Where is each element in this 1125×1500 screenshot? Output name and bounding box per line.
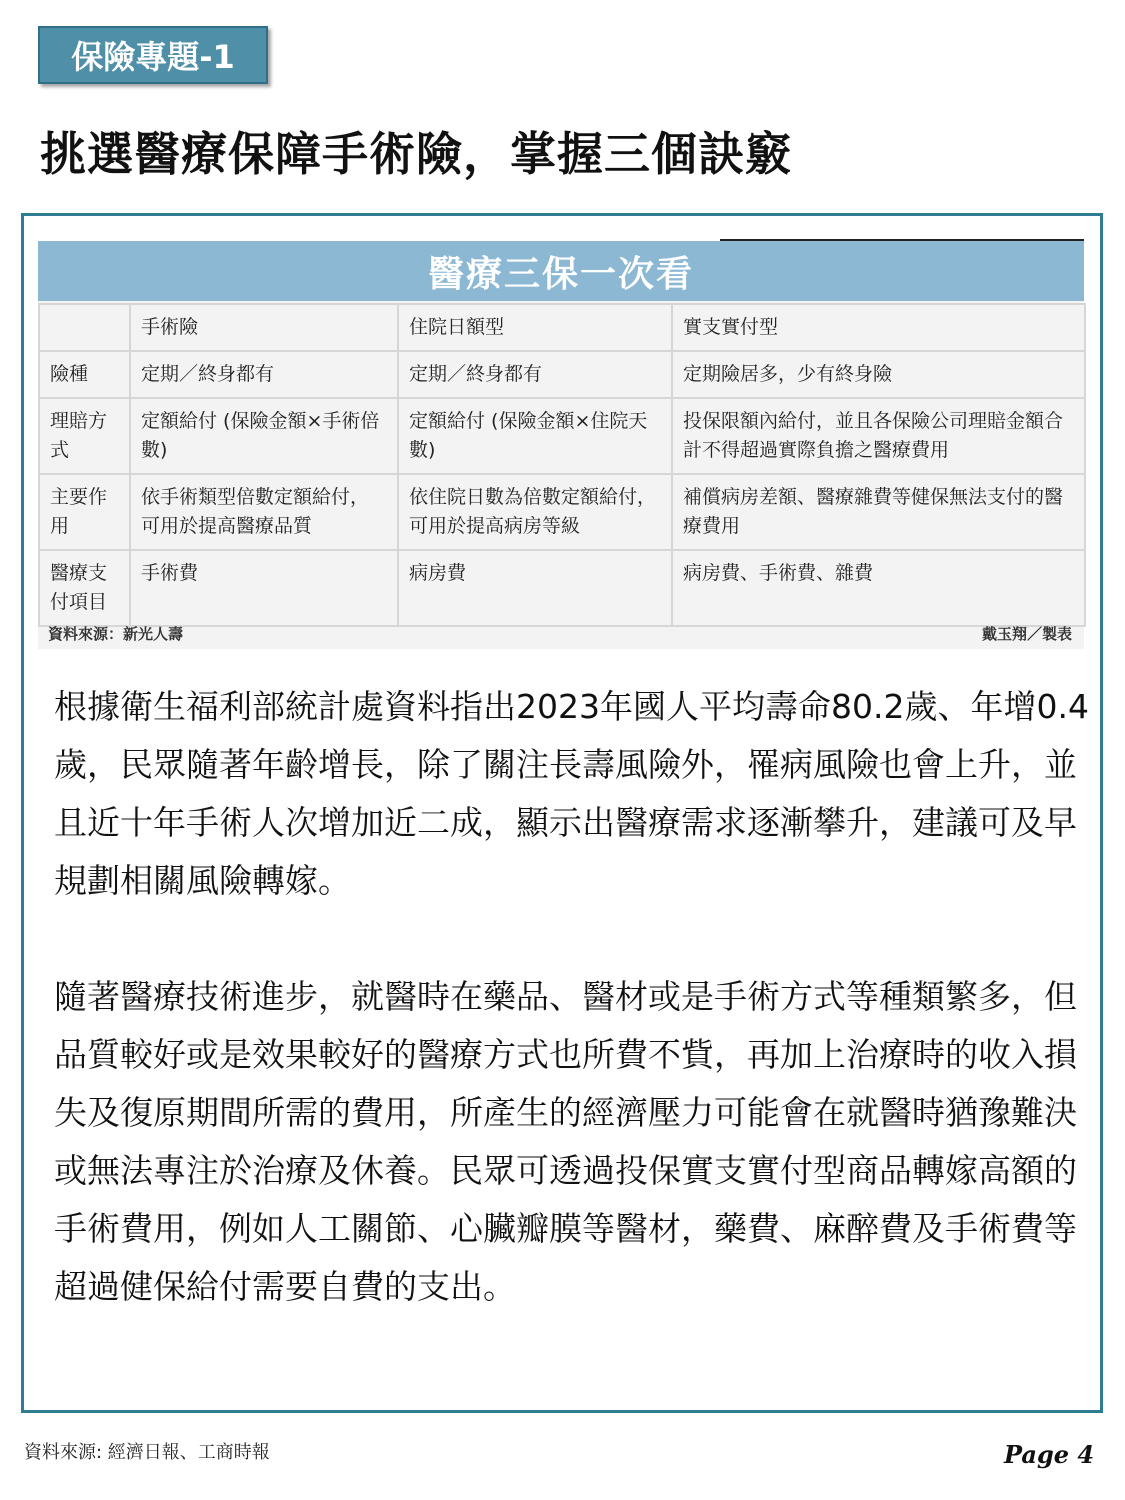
article-body: [54, 678, 1094, 1316]
row-label: 主要作用: [39, 474, 130, 550]
comparison-table-panel: [38, 241, 1084, 649]
table-row: [39, 398, 1085, 474]
table-cell: 投保限額內給付，並且各保險公司理賠金額合計不得超過實際負擔之醫療費用: [672, 398, 1085, 474]
table-row: [39, 474, 1085, 550]
page-number: Page 4: [1004, 1440, 1095, 1469]
table-header-row: [39, 304, 1085, 351]
table-cell: 依手術類型倍數定額給付，可用於提高醫療品質: [130, 474, 398, 550]
table-cell: 依住院日數為倍數定額給付，可用於提高病房等級: [398, 474, 672, 550]
table-row: [39, 351, 1085, 398]
row-label: 理賠方式: [39, 398, 130, 474]
table-cell: 定額給付 (保險金額×住院天數): [398, 398, 672, 474]
header-cell-empty: [39, 304, 130, 351]
table-title: 醫療三保一次看: [38, 241, 1084, 301]
paragraph-1: 根據衛生福利部統計處資料指出2023年國人平均壽命80.2歲、年增0.4歲，民眾隨著年齡增長，除了關注長壽風險外，罹病風險也會上升，並且近十年手術人次增加近二成，顯示出醫療需求逐漸攀升，建議可及早規劃相關風險轉嫁。: [54, 687, 1089, 900]
row-label: 醫療支付項目: [39, 550, 130, 626]
row-label: 險種: [39, 351, 130, 398]
table-cell: 病房費: [398, 550, 672, 626]
table-source: 資料來源：新光人壽: [48, 625, 184, 643]
header-cell-reimbursement: 實支實付型: [672, 304, 1085, 351]
table-cell: 定期／終身都有: [398, 351, 672, 398]
table-source-row: [38, 615, 1084, 649]
table-cell: 定額給付 (保險金額×手術倍數): [130, 398, 398, 474]
comparison-table: [38, 303, 1086, 627]
section-tag: 保險專題-1: [38, 26, 268, 84]
table-cell: 手術費: [130, 550, 398, 626]
table-credit: 戴玉翔／製表: [981, 625, 1072, 643]
footer-source: 資料來源: 經濟日報、工商時報: [24, 1442, 270, 1463]
table-cell: 補償病房差額、醫療雜費等健保無法支付的醫療費用: [672, 474, 1085, 550]
paragraph-2: 隨著醫療技術進步，就醫時在藥品、醫材或是手術方式等種類繁多，但品質較好或是效果較好的醫療方式也所費不貲，再加上治療時的收入損失及復原期間所需的費用，所產生的經濟壓力可能會在就醫時猶豫難決或無法專注於治療及休養。民眾可透過投保實支實付型商品轉嫁高額的手術費用，例如人工關節、心臟瓣膜等醫材，藥費、麻醉費及手術費等超過健保給付需要自費的支出。: [54, 977, 1077, 1306]
table-cell: 病房費、手術費、雜費: [672, 550, 1085, 626]
table-cell: 定期險居多，少有終身險: [672, 351, 1085, 398]
header-cell-daily: 住院日額型: [398, 304, 672, 351]
header-cell-surgery: 手術險: [130, 304, 398, 351]
table-cell: 定期／終身都有: [130, 351, 398, 398]
page-title: 挑選醫療保障手術險，掌握三個訣竅: [40, 127, 792, 181]
